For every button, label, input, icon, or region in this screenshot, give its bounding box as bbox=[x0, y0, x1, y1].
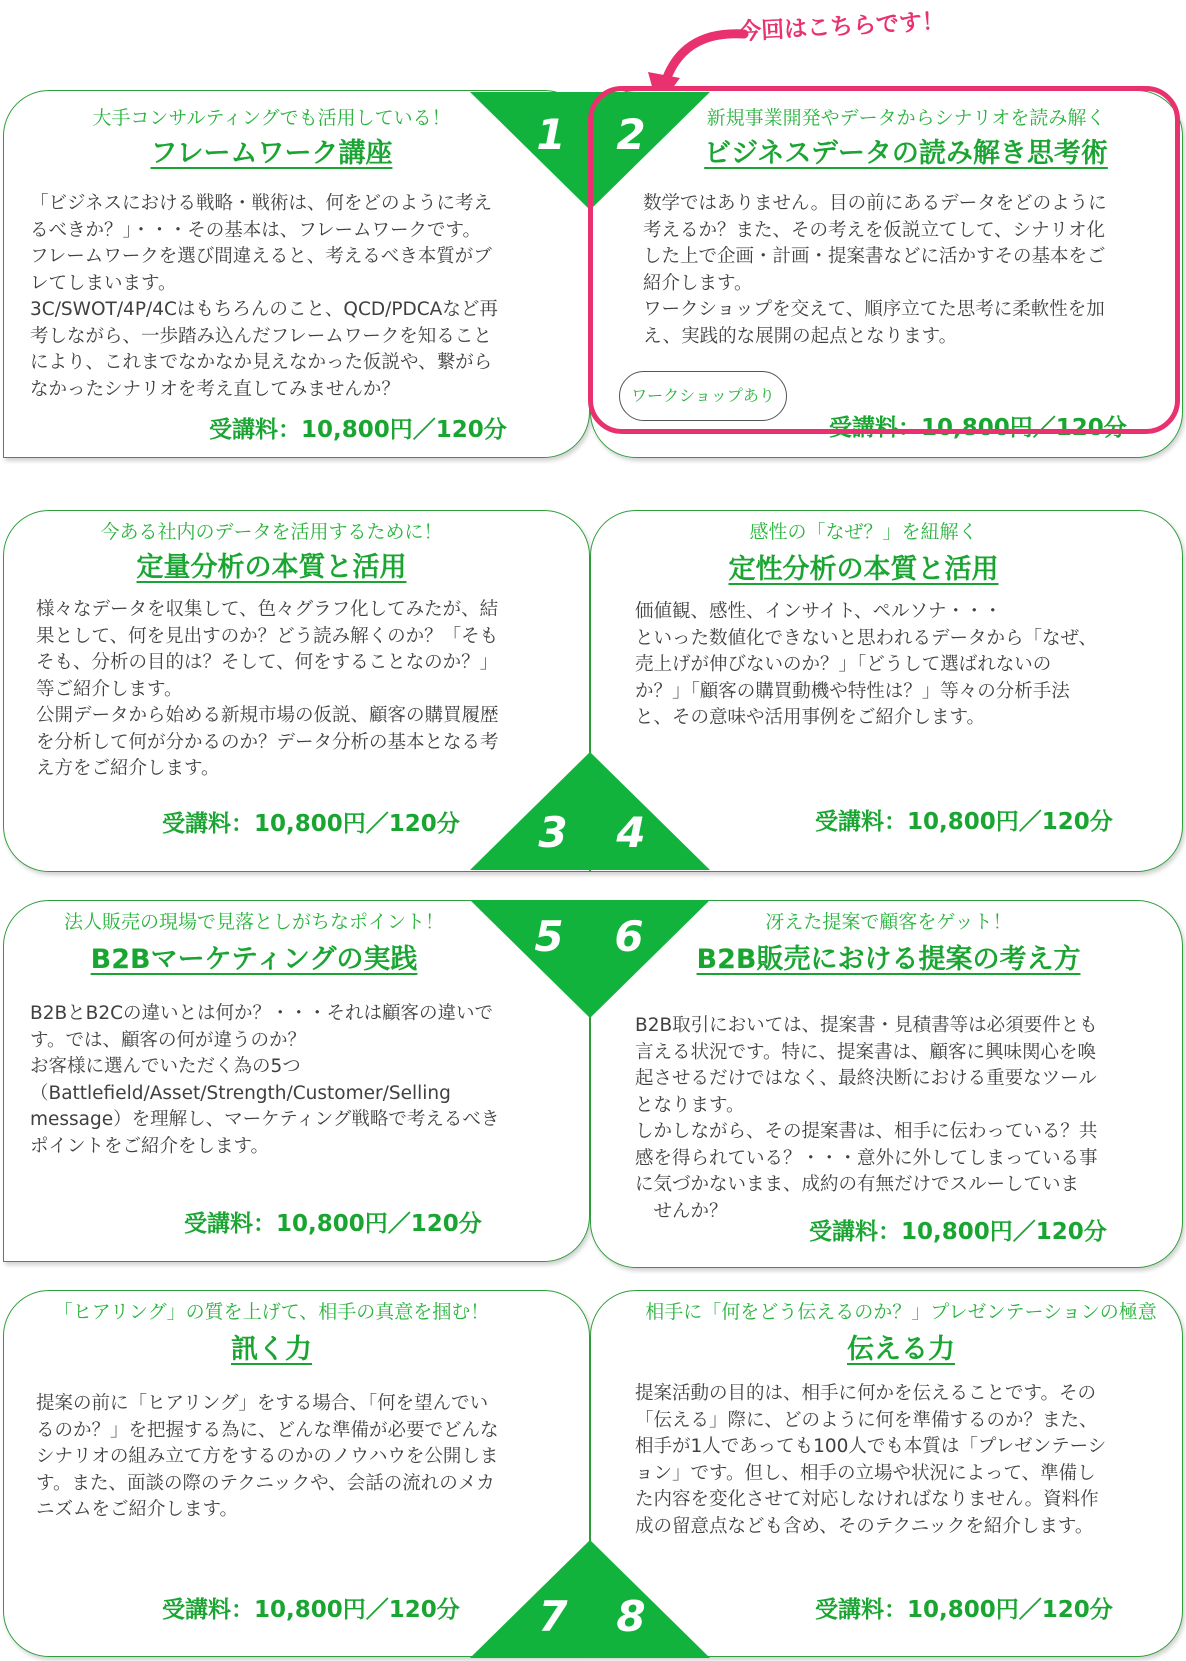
course-title[interactable]: B2Bマーケティングの実践 bbox=[90, 944, 418, 975]
course-number-6: 6 bbox=[614, 912, 644, 961]
course-price: 受講料：10,800円／120分 bbox=[184, 1211, 482, 1237]
course-title[interactable]: 伝える力 bbox=[847, 1334, 955, 1365]
course-description: B2B取引においては、提案書・見積書等は必須要件とも 言える状況です。特に、提案書は、顧客に興味関心を喚 起させるだけではなく、最終決断における重要なツール となります。 しかしながら、その提案書は、相手に伝わっている？共 感を得られている？・・・意外に外してしまっている事 に気づかないまま、成約の有無だけでスルーしていま せんか？ bbox=[635, 1015, 1098, 1222]
callout-text: 今回はこちらです！ bbox=[737, 8, 946, 46]
course-price: 受講料：10,800円／120分 bbox=[815, 809, 1113, 835]
course-title[interactable]: 訊く力 bbox=[231, 1334, 312, 1365]
course-title[interactable]: B2B販売における提案の考え方 bbox=[696, 944, 1081, 975]
course-description: 提案活動の目的は、相手に何かを伝えることです。その 「伝える」際に、どのように何を準備するのか？また、 相手が1人であっても100人でも本質は「プレゼンテーシ ョン」です。但し、相手の立場や状況によって、準備し た内容を変化させて対応しなければなりません。資料作 成の留意点なども含め、そのテクニックを紹介します。 bbox=[635, 1383, 1107, 1537]
course-price: 受講料：10,800円／120分 bbox=[809, 1219, 1107, 1245]
course-description: 様々なデータを収集して、色々グラフ化してみたが、結 果として、何を見出すのか？どう読み解くのか？「そも そも、分析の目的は？そして、何をすることなのか？」 等ご紹介します。 公開データから始める新規市場の仮説、顧客の購買履歴 を分析して何が分かるのか？データ分析の基本となる考 え方をご紹介します。 bbox=[36, 599, 499, 779]
course-price: 受講料：10,800円／120分 bbox=[209, 417, 507, 443]
highlight-frame bbox=[588, 86, 1180, 434]
course-price: 受講料：10,800円／120分 bbox=[829, 415, 1127, 441]
course-description: B2BとB2Cの違いとは何か？・・・それは顧客の違いで す。では、顧客の何が違うのか？ お客様に選んでいただく為の5つ （Battlefield/Asset/Strength/Customer/Selling message）を理解し、マーケティング戦略で考えるべき ポイントをご紹介をします。 bbox=[30, 1003, 500, 1157]
course-subtitle: 大手コンサルティングでも活用している！ bbox=[92, 107, 451, 129]
course-subtitle: 相手に「何をどう伝えるのか？」プレゼンテーションの極意 bbox=[645, 1301, 1157, 1323]
divider-triangle bbox=[470, 900, 710, 1018]
workshop-badge: ワークショップあり bbox=[619, 371, 787, 421]
course-title[interactable]: フレームワーク講座 bbox=[150, 138, 393, 169]
course-number-3: 3 bbox=[538, 808, 568, 857]
course-number-7: 7 bbox=[538, 1592, 568, 1641]
course-description: 数学ではありません。目の前にあるデータをどのように 考えるか？また、その考えを仮説立てして、シナリオ化 した上で企画・計画・提案書などに活かすその基本をご 紹介します。 ワークショップを交えて、順序立てた思考に柔軟性を加 え、実践的な展開の起点となります。 bbox=[643, 193, 1107, 347]
course-number-8: 8 bbox=[616, 1592, 646, 1641]
course-subtitle: 冴えた提案で顧客をゲット！ bbox=[765, 911, 1012, 933]
course-subtitle: 法人販売の現場で見落としがちなポイント！ bbox=[63, 911, 444, 933]
course-title[interactable]: ビジネスデータの読み解き思考術 bbox=[704, 138, 1108, 169]
course-description: 価値観、感性、インサイト、ペルソナ・・・ といった数値化できないと思われるデータから「なぜ、 売上げが伸びないのか？」「どうして選ばれないの か？」「顧客の購買動機や特性は？」等々の分析手法 と、その意味や活用事例をご紹介します。 bbox=[635, 601, 1097, 728]
divider-triangle bbox=[470, 1540, 710, 1658]
divider-triangle bbox=[470, 752, 710, 870]
course-subtitle: 「ヒアリング」の質を上げて、相手の真意を掴む！ bbox=[53, 1301, 490, 1323]
course-title[interactable]: 定性分析の本質と活用 bbox=[728, 554, 999, 585]
course-price: 受講料：10,800円／120分 bbox=[162, 811, 460, 837]
course-subtitle: 今ある社内のデータを活用するために！ bbox=[100, 521, 443, 543]
course-number-5: 5 bbox=[534, 912, 564, 961]
course-subtitle: 感性の「なぜ？」を紐解く bbox=[749, 521, 978, 543]
course-price: 受講料：10,800円／120分 bbox=[162, 1597, 460, 1623]
course-title[interactable]: 定量分析の本質と活用 bbox=[136, 552, 407, 583]
course-number-1: 1 bbox=[536, 110, 566, 159]
course-price: 受講料：10,800円／120分 bbox=[815, 1597, 1113, 1623]
course-number-4: 4 bbox=[616, 808, 646, 857]
course-subtitle: 新規事業開発やデータからシナリオを読み解く bbox=[706, 107, 1106, 129]
course-description: 「ビジネスにおける戦略・戦術は、何をどのように考え るべきか？」・・・その基本は、フレームワークです。 フレームワークを選び間違えると、考えるべき本質がブ レてしまいます。 3C/SWOT/4P/4Cはもちろんのこと、QCD/PDCAなど再 考しながら、一歩踏み込んだフレームワークを知ること により、これまでなかなか見えなかった仮説や、繋がら なかったシナリオを考え直してみませんか？ bbox=[30, 193, 498, 400]
course-description: 提案の前に「ヒアリング」をする場合、「何を望んでい るのか？」を把握する為に、どんな準備が必要でどんな シナリオの組み立て方をするのかのノウハウを公開しま す。また、面談の際のテクニックや、会話の流れのメカ ニズムをご紹介します。 bbox=[36, 1393, 499, 1520]
course-number-2: 2 bbox=[616, 110, 646, 159]
